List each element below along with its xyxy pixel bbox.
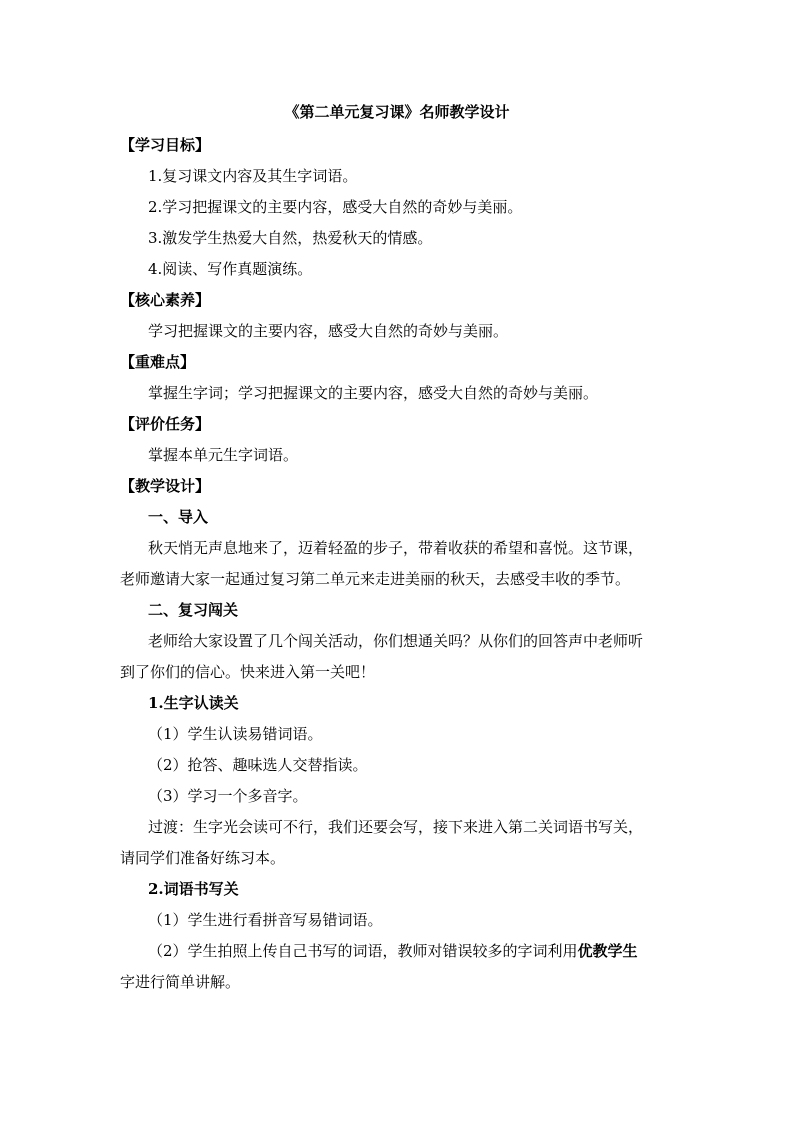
design-heading: 【教学设计】 bbox=[120, 477, 211, 495]
goals-heading: 【学习目标】 bbox=[120, 136, 211, 154]
section2-line-1: 老师给大家设置了几个闯关活动，你们想通关吗？从你们的回答声中老师听 bbox=[148, 632, 644, 650]
section2-line-2: 到了你们的信心。快来进入第一关吧！ bbox=[120, 663, 376, 681]
goal-item-1: 1.复习课文内容及其生字词语。 bbox=[148, 167, 358, 185]
goal-item-3: 3.激发学生热爱大自然，热爱秋天的情感。 bbox=[148, 229, 433, 247]
goal-item-4: 4.阅读、写作真题演练。 bbox=[148, 260, 313, 278]
key-text: 掌握生字词；学习把握课文的主要内容，感受大自然的奇妙与美丽。 bbox=[148, 384, 599, 402]
level1-item-1: （1）学生认读易错词语。 bbox=[148, 725, 323, 743]
level2-heading: 2.词语书写关 bbox=[148, 880, 239, 898]
level2-item-2-text: （2）学生拍照上传自己书写的词语，教师对错误较多的字词利用 bbox=[148, 942, 578, 960]
level1-transition-1: 过渡：生字光会读可不行，我们还要会写，接下来进入第二关词语书写关， bbox=[148, 818, 644, 836]
core-text: 学习把握课文的主要内容，感受大自然的奇妙与美丽。 bbox=[148, 322, 509, 340]
level2-item-2-emphasis: 优教学生 bbox=[577, 942, 638, 960]
section1-heading: 一、导入 bbox=[148, 508, 209, 526]
section1-line-2: 老师邀请大家一起通过复习第二单元来走进美丽的秋天，去感受丰收的季节。 bbox=[120, 570, 631, 588]
level1-item-2: （2）抢答、趣味选人交替指读。 bbox=[148, 756, 368, 774]
key-heading: 【重难点】 bbox=[120, 353, 196, 371]
core-heading: 【核心素养】 bbox=[120, 291, 211, 309]
eval-text: 掌握本单元生字词语。 bbox=[148, 446, 299, 464]
page-title: 《第二单元复习课》名师教学设计 bbox=[284, 103, 510, 121]
level1-item-3: （3）学习一个多音字。 bbox=[148, 787, 308, 805]
level2-item-2-continued: 字进行简单讲解。 bbox=[120, 973, 241, 991]
level1-heading: 1.生字认读关 bbox=[148, 694, 239, 712]
eval-heading: 【评价任务】 bbox=[120, 415, 211, 433]
section2-heading: 二、复习闯关 bbox=[148, 601, 239, 619]
level2-item-1: （1）学生进行看拼音写易错词语。 bbox=[148, 911, 383, 929]
level2-item-2 bbox=[148, 941, 638, 961]
goal-item-2: 2.学习把握课文的主要内容，感受大自然的奇妙与美丽。 bbox=[148, 198, 523, 216]
level1-transition-2: 请同学们准备好练习本。 bbox=[120, 849, 286, 867]
section1-line-1: 秋天悄无声息地来了，迈着轻盈的步子，带着收获的希望和喜悦。这节课， bbox=[148, 539, 644, 557]
